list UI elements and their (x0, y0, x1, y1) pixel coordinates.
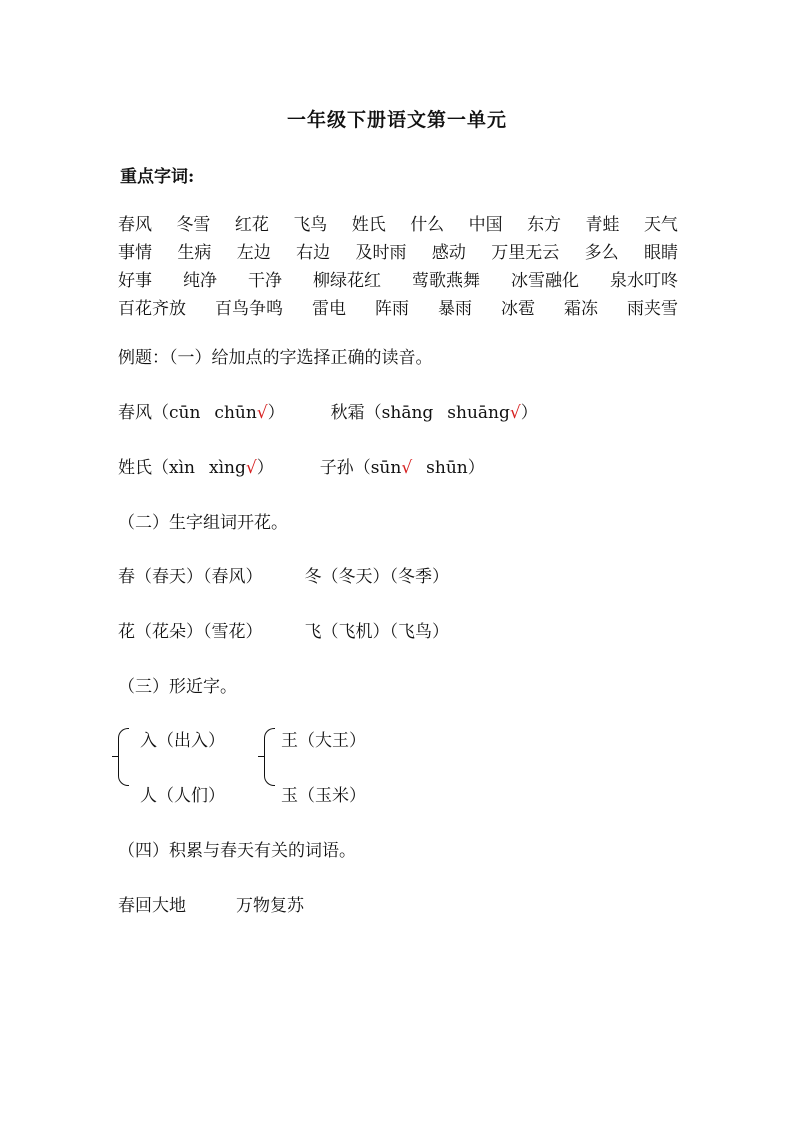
vocab-word: 干净 (248, 271, 282, 291)
word-bloom-row (118, 562, 449, 587)
paren-close: ） (467, 458, 485, 478)
vocab-word: 姓氏 (351, 215, 386, 235)
paren-close: ） (520, 403, 538, 423)
vocab-word: 冰雹 (501, 299, 535, 319)
paren-close: ） (267, 403, 285, 423)
vocab-row (118, 238, 678, 264)
paren-open: （ (152, 458, 169, 478)
spring-word: 春回大地 (118, 896, 186, 916)
pinyin-option: cūn (169, 403, 201, 423)
vocab-row (118, 266, 678, 292)
word-bloom-item: 冬（冬天）（冬季） (304, 567, 449, 587)
vocab-word: 左边 (236, 243, 271, 263)
similar-char-top: 王（大王） (281, 731, 366, 751)
spring-word: 万物复苏 (236, 896, 304, 916)
check-mark-icon: √ (509, 403, 521, 423)
brace-tick-icon (112, 756, 118, 757)
vocab-row (118, 210, 678, 236)
pinyin-option: shūn (426, 458, 468, 478)
similar-char-top: 入（出入） (140, 731, 225, 751)
pinyin-word: 子孙 (319, 458, 354, 478)
vocab-word: 天气 (643, 215, 678, 235)
vocab-word: 什么 (410, 215, 445, 235)
word-bloom-item: 飞（飞机）（飞鸟） (304, 622, 449, 642)
spring-words-row (118, 891, 304, 916)
vocab-word: 雨夹雪 (627, 299, 678, 319)
pinyin-item (331, 403, 538, 423)
pinyin-option: xìng (208, 458, 246, 478)
vocab-word: 中国 (468, 215, 503, 235)
word-bloom-row (118, 617, 449, 642)
vocab-word: 冰雪融化 (511, 271, 579, 291)
paren-close: ） (256, 458, 274, 478)
vocab-word: 多么 (584, 243, 619, 263)
vocab-word: 百花齐放 (118, 299, 186, 319)
brace-tick-icon (258, 756, 264, 757)
vocab-word: 暴雨 (438, 299, 472, 319)
paren-open: （ (353, 458, 371, 478)
vocab-word: 百鸟争鸣 (215, 299, 283, 319)
vocab-word: 雷电 (312, 299, 346, 319)
pinyin-word: 姓氏 (118, 458, 152, 478)
pinyin-item (118, 403, 285, 423)
vocab-word: 红花 (234, 215, 269, 235)
pinyin-row-2 (118, 453, 485, 478)
pinyin-item (118, 458, 274, 478)
check-mark-icon: √ (256, 403, 268, 423)
vocab-word: 感动 (431, 243, 466, 263)
pinyin-option: chūn (214, 403, 257, 423)
word-bloom-item: 花（花朵）（雪花） (118, 622, 263, 642)
vocab-word: 及时雨 (355, 243, 407, 263)
vocab-row (118, 294, 678, 320)
vocab-word: 阵雨 (375, 299, 409, 319)
page-title: 一年级下册语文第一单元 (286, 109, 507, 131)
pinyin-row-1 (118, 398, 538, 423)
pinyin-option: shuāng (447, 403, 510, 423)
vocab-word: 柳绿花红 (313, 271, 381, 291)
section-3-label: （三）形近字。 (118, 677, 237, 697)
vocab-word: 好事 (118, 271, 152, 291)
vocab-word: 莺歌燕舞 (412, 271, 480, 291)
check-mark-icon: √ (401, 458, 413, 478)
vocab-word: 纯净 (183, 271, 217, 291)
vocab-word: 春风 (118, 215, 152, 235)
pinyin-option: shāng (381, 403, 434, 423)
pinyin-word: 秋霜 (330, 403, 365, 423)
left-brace-icon (264, 728, 275, 786)
vocab-word: 万里无云 (491, 243, 560, 263)
paren-open: （ (364, 403, 382, 423)
vocab-word: 东方 (527, 215, 562, 235)
pinyin-item (320, 458, 485, 478)
pinyin-option: sūn (370, 458, 402, 478)
vocab-word: 冬雪 (176, 215, 211, 235)
check-mark-icon: √ (245, 458, 257, 478)
similar-char-bottom: 人（人们） (140, 786, 225, 806)
vocab-word: 霜冻 (564, 299, 598, 319)
vocab-word: 右边 (296, 243, 331, 263)
vocab-word: 眼睛 (644, 243, 678, 263)
key-words-heading: 重点字词: (120, 167, 195, 187)
paren-open: （ (152, 403, 169, 423)
vocab-word: 青蛙 (585, 215, 620, 235)
pinyin-word: 春风 (118, 403, 152, 423)
similar-char-bottom: 玉（玉米） (281, 786, 366, 806)
vocab-word: 事情 (118, 243, 152, 263)
vocab-word: 生病 (177, 243, 212, 263)
section-2-label: （二）生字组词开花。 (118, 513, 288, 533)
section-4-label: （四）积累与春天有关的词语。 (118, 841, 356, 861)
left-brace-icon (118, 728, 129, 786)
pinyin-option: xìn (169, 458, 195, 478)
vocab-word: 泉水叮咚 (610, 271, 678, 291)
example-label: 例题：（一）给加点的字选择正确的读音。 (118, 348, 433, 368)
vocab-word: 飞鸟 (293, 215, 328, 235)
word-bloom-item: 春（春天）（春风） (118, 567, 263, 587)
